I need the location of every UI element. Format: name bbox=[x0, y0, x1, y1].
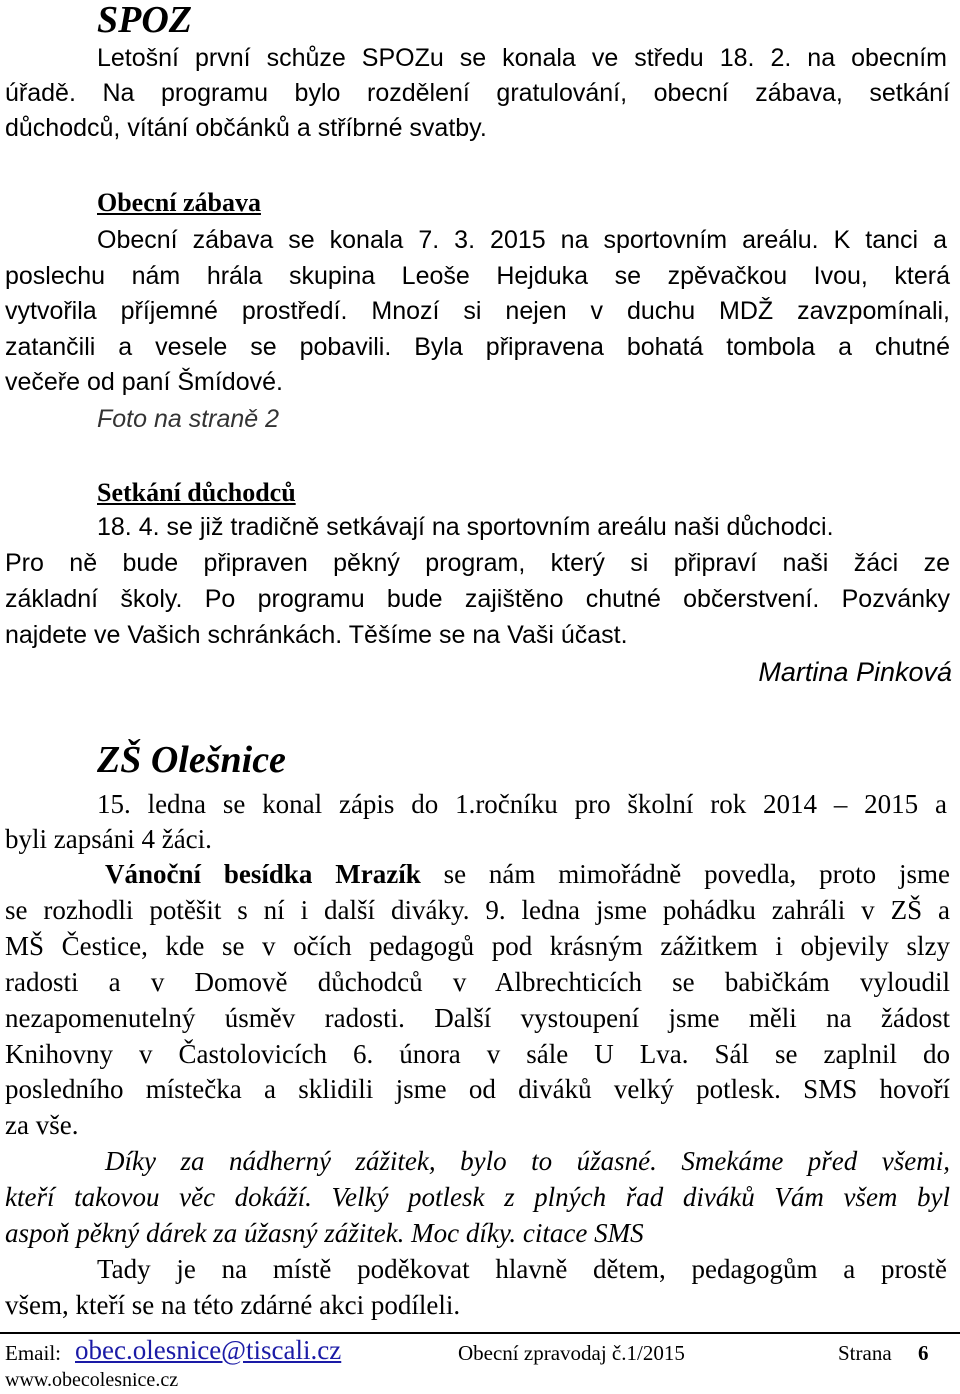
section-title-zs-olesnice: ZŠ Olešnice bbox=[97, 739, 286, 781]
duchodci-paragraph-line: najdete ve Vašich schránkách. Těšíme se na Vaši účast. bbox=[5, 621, 628, 649]
sms-quote-line: kteří takovou věc dokáží. Velký potlesk z plných řad diváků Vám všem byl bbox=[5, 1182, 950, 1212]
signature-author: Martina Pinková bbox=[758, 657, 952, 687]
duchodci-paragraph-line: Pro ně bude připraven pěkný program, který si připraví naši žáci ze bbox=[5, 549, 950, 577]
zs-paragraph-line: byli zapsáni 4 žáci. bbox=[5, 824, 212, 854]
zs-paragraph-line: radosti a v Domově důchodců v Albrechticích se babičkám vyloudil bbox=[5, 967, 950, 997]
zs-paragraph-line: MŠ Čestice, kde se v očích pedagogů pod krásným zážitkem i objevily slzy bbox=[5, 931, 950, 961]
subheading-obecni-zabava: Obecní zábava bbox=[97, 188, 261, 217]
bold-lead-vanocni-besidka: Vánoční besídka Mrazík bbox=[105, 859, 421, 889]
footer-page-number: 6 bbox=[918, 1341, 929, 1365]
zs-paragraph-line: Knihovny v Častolovicích 6. února v sále U Lva. Sál se zaplnil do bbox=[5, 1039, 950, 1069]
footer-newsletter-issue: Obecní zpravodaj č.1/2015 bbox=[458, 1341, 685, 1365]
zs-paragraph-line: za vše. bbox=[5, 1110, 79, 1140]
zs-paragraph-line bbox=[105, 859, 950, 889]
zs-paragraph-line: se rozhodli potěšit s ní i další diváky. 9. ledna jsme pohádku zahráli v ZŠ a bbox=[5, 895, 950, 925]
duchodci-paragraph-line: základní školy. Po programu bude zajištěno chutné občerstvení. Pozvánky bbox=[5, 585, 950, 613]
zs-paragraph-line: nezapomenutelný úsměv radosti. Další vystoupení jsme měli na žádost bbox=[5, 1003, 950, 1033]
sms-quote-line: aspoň pěkný dárek za úžasný zážitek. Moc díky. citace SMS bbox=[5, 1218, 644, 1248]
zs-line-rest: se nám mimořádně povedla, proto jsme bbox=[420, 859, 950, 889]
zabava-paragraph-line: poslechu nám hrála skupina Leoše Hejduka se zpěvačkou Ivou, která bbox=[5, 262, 950, 290]
spoz-paragraph-line: důchodců, vítání občánků a stříbrné svatby. bbox=[5, 114, 487, 142]
spoz-paragraph-line: Letošní první schůze SPOZu se konala ve středu 18. 2. na obecním bbox=[97, 44, 947, 72]
zabava-paragraph-line: vytvořila příjemné prostředí. Mnozí si nejen v duchu MDŽ zavzpomínali, bbox=[5, 297, 950, 325]
zs-paragraph-line: posledního místečka a sklidili jsme od diváků velký potlesk. SMS hovoří bbox=[5, 1074, 950, 1104]
footer-website[interactable]: www.obecolesnice.cz bbox=[5, 1369, 179, 1391]
zs-paragraph-line: 15. ledna se konal zápis do 1.ročníku pro školní rok 2014 – 2015 a bbox=[97, 789, 947, 819]
closing-line: Tady je na místě poděkovat hlavně dětem, pedagogům a prostě bbox=[97, 1254, 947, 1284]
footer-email-label: Email: bbox=[5, 1341, 61, 1365]
closing-line: všem, kteří se na této zdárné akci podíleli. bbox=[5, 1290, 461, 1320]
zabava-paragraph-line: zatančili a vesele se pobavili. Byla připravena bohatá tombola a chutné bbox=[5, 333, 950, 361]
footer-page-label: Strana bbox=[838, 1341, 892, 1365]
duchodci-paragraph-line: 18. 4. se již tradičně setkávají na sportovním areálu naši důchodci. bbox=[97, 513, 834, 541]
spoz-paragraph-line: úřadě. Na programu bylo rozdělení gratulování, obecní zábava, setkání bbox=[5, 79, 950, 107]
subheading-setkani-duchodcu: Setkání důchodců bbox=[97, 478, 296, 507]
zabava-paragraph-line: večeře od paní Šmídové. bbox=[5, 368, 283, 396]
section-title-spoz: SPOZ bbox=[97, 0, 192, 41]
footer-email-link[interactable]: obec.olesnice@tiscali.cz bbox=[75, 1335, 342, 1365]
photo-note: Foto na straně 2 bbox=[97, 405, 280, 433]
zabava-paragraph-line: Obecní zábava se konala 7. 3. 2015 na sportovním areálu. K tanci a bbox=[97, 226, 947, 254]
sms-quote-line: Díky za nádherný zážitek, bylo to úžasné. Smekáme před všemi, bbox=[105, 1146, 950, 1176]
